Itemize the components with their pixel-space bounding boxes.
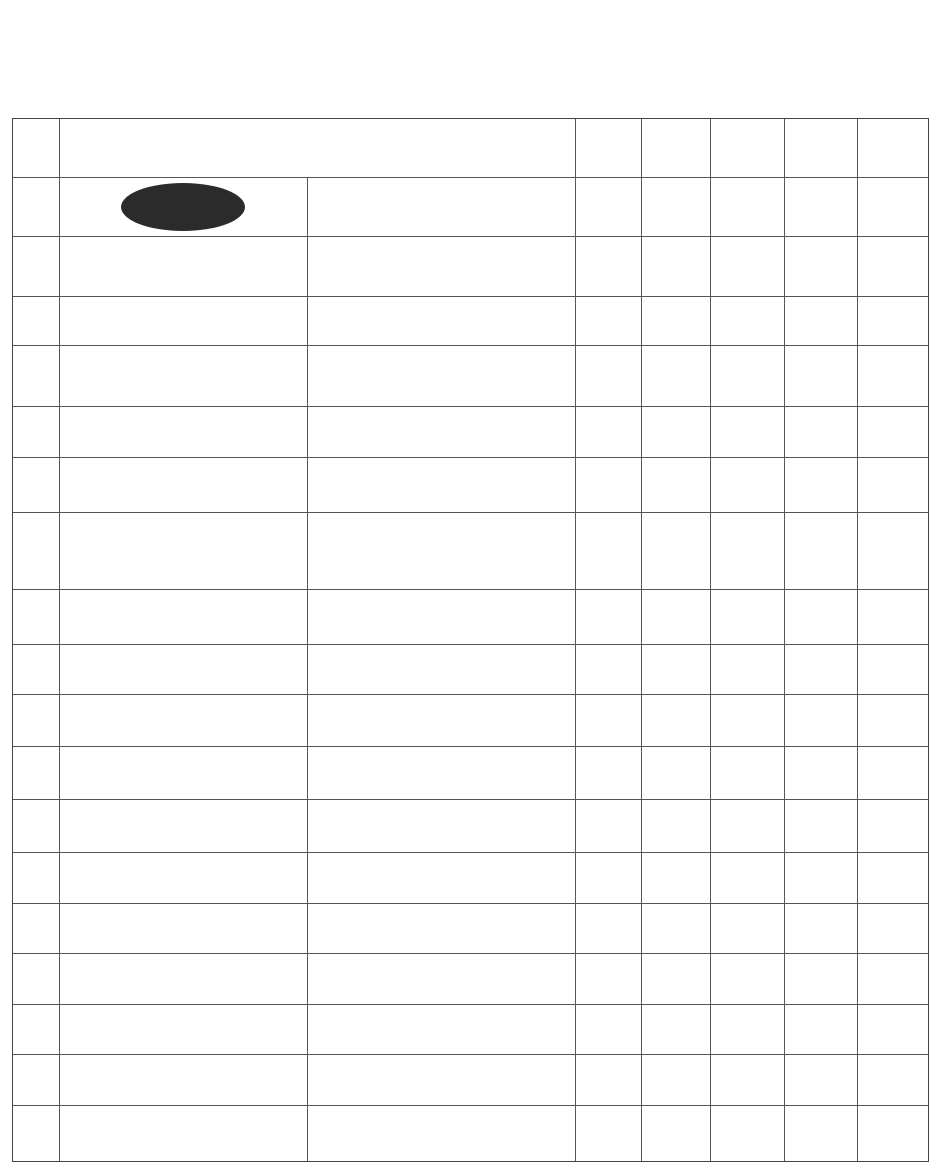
row-divider [13, 746, 928, 747]
row-divider [13, 236, 928, 237]
row-divider [13, 512, 928, 513]
column-divider [59, 119, 60, 1161]
row-divider [13, 589, 928, 590]
column-divider [307, 177, 308, 1161]
row-divider [13, 1054, 928, 1055]
row-divider [13, 644, 928, 645]
row-divider [13, 694, 928, 695]
row-divider [13, 1105, 928, 1106]
row-divider [13, 852, 928, 853]
row-divider [13, 953, 928, 954]
column-divider [641, 119, 642, 1161]
column-divider [857, 119, 858, 1161]
header-size [641, 121, 710, 177]
header-size [857, 121, 928, 177]
row-divider [13, 903, 928, 904]
header-size [710, 121, 784, 177]
header-size [784, 121, 857, 177]
row-divider [13, 296, 928, 297]
row-divider [13, 457, 928, 458]
row-divider [13, 345, 928, 346]
header-description [59, 119, 575, 149]
column-divider [575, 119, 576, 1161]
row-divider [13, 799, 928, 800]
row-number [13, 177, 59, 236]
jump-mat-icon [59, 177, 307, 236]
row-divider [13, 406, 928, 407]
parts-table [12, 118, 929, 1162]
header-size [575, 121, 641, 177]
column-divider [710, 119, 711, 1161]
column-divider [784, 119, 785, 1161]
header-number [13, 119, 59, 149]
row-divider [13, 1004, 928, 1005]
